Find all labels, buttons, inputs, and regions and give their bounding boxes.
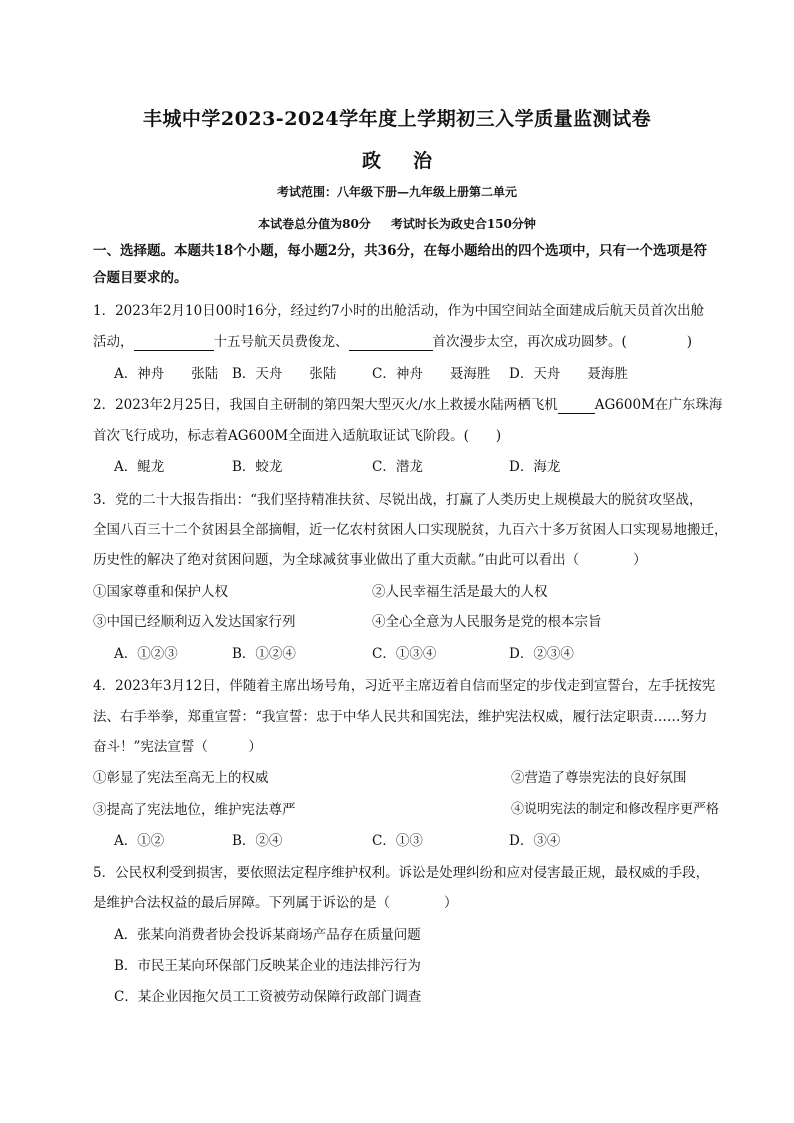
q2-text-a: 2．2023年2月25日，我国自主研制的第四架大型灭火/水上救援水陆两栖飞机 [93,397,558,413]
exam-range: 考试范围：八年级下册—九年级上册第二单元 [276,185,517,199]
q3-statement-3: ③中国已经顺利迈入发达国家行列 [93,614,296,630]
q4-option-a[interactable]: A．①② [114,833,165,849]
q3-statement-4: ④全心全意为人民服务是党的根本宗旨 [372,614,602,630]
subject-char-2: 治 [413,150,433,172]
q4-option-c[interactable]: C．①③ [372,833,423,849]
q5-option-b[interactable]: B．市民王某向环保部门反映某企业的违法排污行为 [114,958,421,974]
exam-duration: 考试时长为政史合150分钟 [390,217,536,231]
q3-option-a[interactable]: A．①②③ [114,646,178,662]
q1-text-b: 十五号航天员费俊龙、 [213,334,349,350]
q1-text-c: 首次漫步太空，再次成功圆梦。( [432,334,627,350]
q1-stem-line-2 [93,333,692,351]
q2-stem-line-1 [93,396,722,414]
q2-option-c[interactable]: C．潜龙 [372,459,423,475]
q1-option-a[interactable]: A．神舟 张陆 [114,366,219,382]
q3-stem-line-3: 历史性的解决了绝对贫困问题，为全球减贫事业做出了重大贡献。”由此可以看出（ ） [93,552,647,568]
exam-title: 丰城中学2023-2024学年度上学期初三入学质量监测试卷 [142,108,652,130]
q5-stem-line-2: 是维护合法权益的最后屏障。下列属于诉讼的是（ ） [93,895,458,911]
q2-option-b[interactable]: B．蛟龙 [232,459,283,475]
q4-option-b[interactable]: B．②④ [232,833,283,849]
q3-statement-2: ②人民幸福生活是最大的人权 [372,584,548,600]
q2-text-b: AG600M在广东珠海 [594,397,723,413]
q2-option-a[interactable]: A．鲲龙 [114,459,165,475]
q1-blank-2 [349,336,433,351]
q1-option-d[interactable]: D．天舟 聂海胜 [509,366,628,382]
q4-option-d[interactable]: D．③④ [509,833,561,849]
q4-statement-3: ③提高了宪法地位，维护宪法尊严 [93,802,296,818]
q3-statement-1: ①国家尊重和保护人权 [93,584,228,600]
q5-option-c[interactable]: C．某企业因拖欠员工工资被劳动保障行政部门调查 [114,989,422,1005]
q1-text-d: ) [686,334,693,350]
section-instruction-line-1: 一、选择题。本题共18个小题，每小题2分，共36分，在每小题给出的四个选项中，只有一个选项是符 [93,243,707,259]
q4-statement-2: ②营造了尊崇宪法的良好氛围 [511,770,687,786]
q3-option-c[interactable]: C．①③④ [372,646,437,662]
section-instruction-line-2: 合题目要求的。 [93,270,188,286]
total-score: 本试卷总分值为80分 [258,217,371,231]
q1-option-b[interactable]: B．天舟 张陆 [232,366,337,382]
q4-statement-1: ①彰显了宪法至高无上的权威 [93,770,269,786]
q4-stem-line-2: 法、右手举拳，郑重宣誓：“我宣誓：忠于中华人民共和国宪法，维护宪法权威，履行法定职责……努力 [93,709,708,725]
exam-score-time [0,215,794,232]
q3-stem-line-2: 全国八百三十二个贫困县全部摘帽，近一亿农村贫困人口实现脱贫，九百六十多万贫困人口实现易地搬迁， [93,522,728,538]
q2-option-d[interactable]: D．海龙 [509,459,561,475]
q1-text-a: 活动， [93,334,134,350]
q4-stem-line-3: 奋斗！”宪法宣誓（ ） [93,739,262,755]
q3-option-d[interactable]: D．②③④ [509,646,574,662]
q1-stem-line-1: 1．2023年2月10日00时16分，经过约7小时的出舱活动，作为中国空间站全面建成后航天员首次出舱 [93,303,705,319]
q4-statement-4: ④说明宪法的制定和修改程序更严格 [511,802,720,817]
q5-option-a[interactable]: A．张某向消费者协会投诉某商场产品存在质量问题 [114,927,421,943]
q5-stem-line-1: 5．公民权利受到损害，要依照法定程序维护权利。诉讼是处理纠纷和应对侵害最正规，最权威的手段， [93,865,710,881]
q1-blank-1 [134,336,214,351]
q1-option-c[interactable]: C．神舟 聂海胜 [372,366,491,382]
subject-char-1: 政 [361,150,381,172]
q2-stem-line-2: 首次飞行成功，标志着AG600M全面进入适航取证试飞阶段。( ) [93,428,502,444]
subject-heading [0,146,794,173]
q3-stem-line-1: 3．党的二十大报告指出：“我们坚持精准扶贫、尽锐出战，打赢了人类历史上规模最大的脱贫攻坚战， [93,492,703,508]
q4-stem-line-1: 4．2023年3月12日，伴随着主席出场号角，习近平主席迈着自信而坚定的步伐走到宣誓台，左手抚按宪 [93,678,716,694]
q3-option-b[interactable]: B．①②④ [232,646,296,662]
q2-blank [558,399,595,414]
